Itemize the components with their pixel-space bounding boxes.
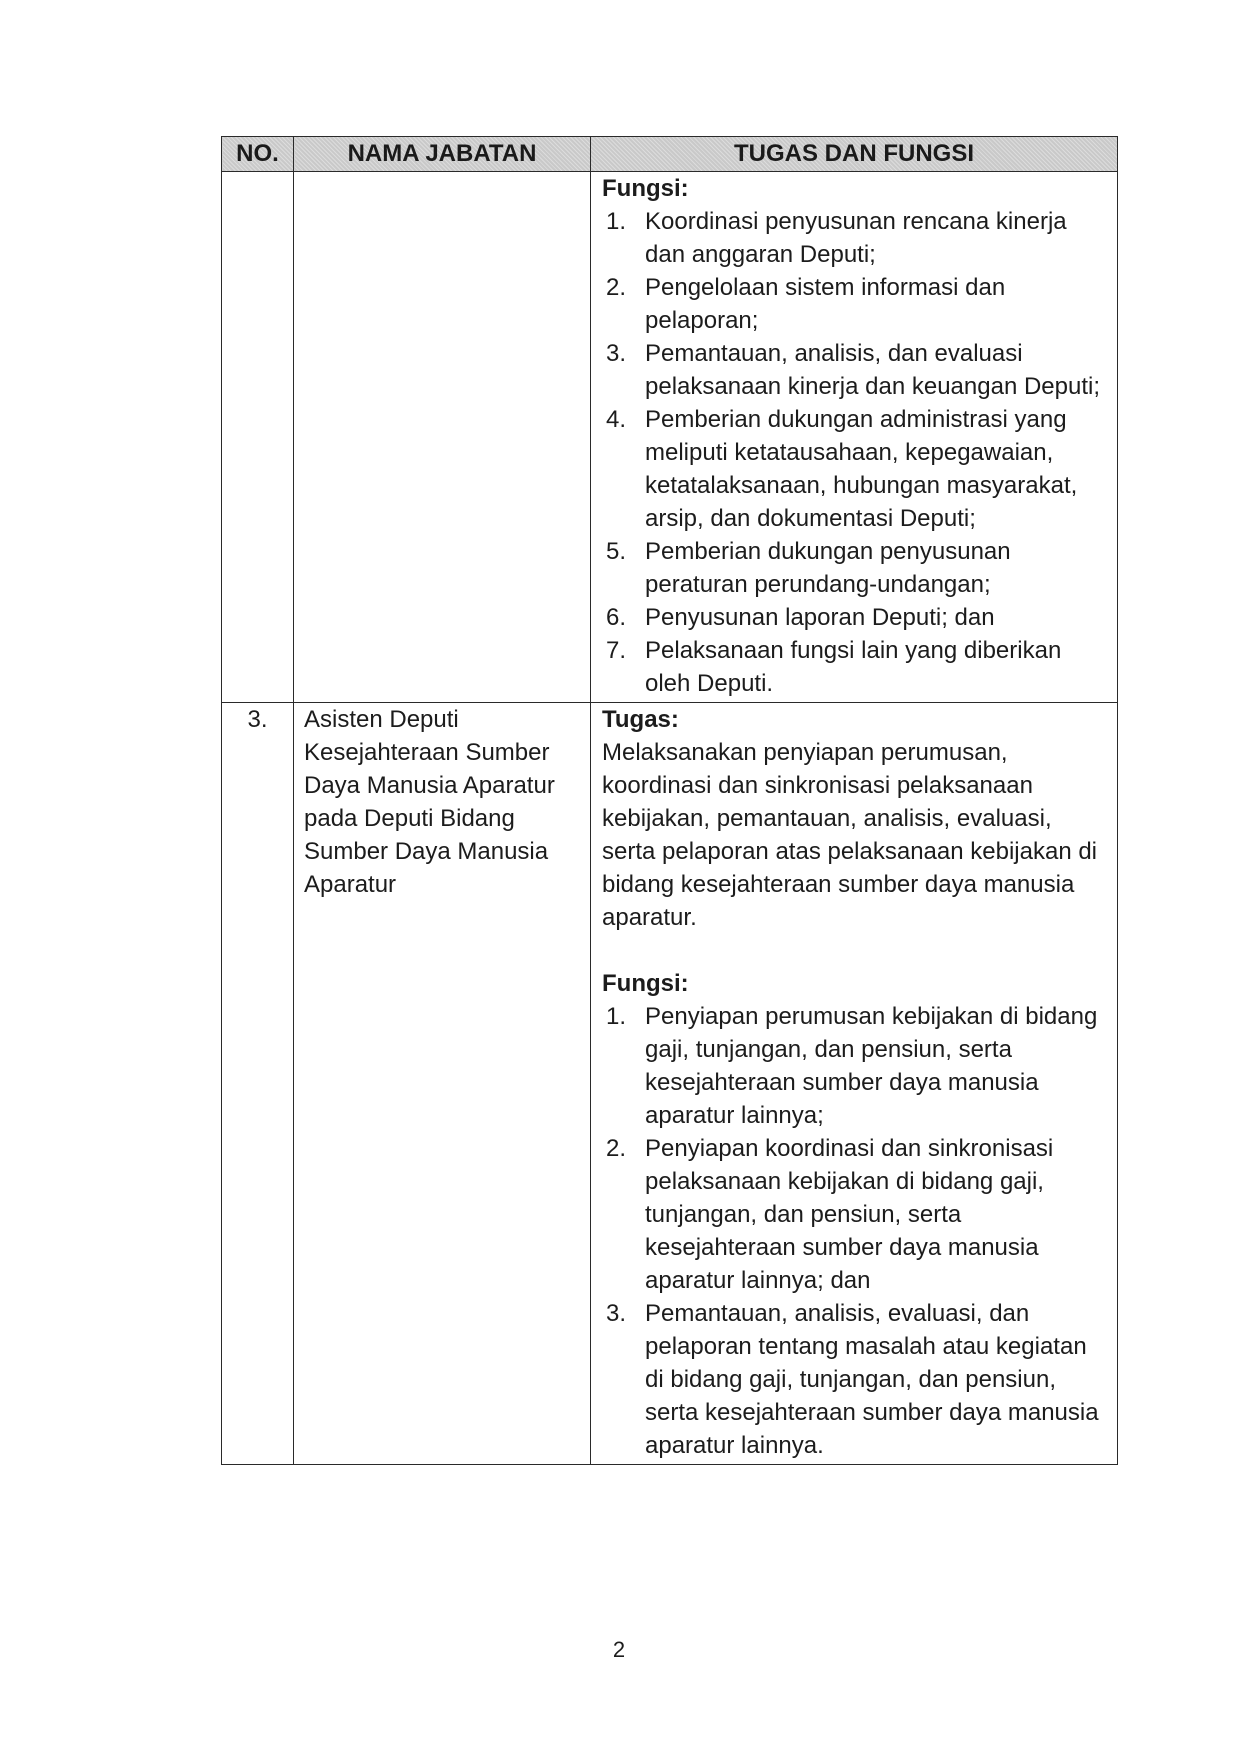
tugas-fungsi-cell	[591, 703, 1118, 1465]
tugas-label: Tugas:	[602, 706, 679, 733]
list-item	[602, 535, 1107, 601]
list-item	[602, 337, 1107, 403]
tugas-text: Melaksanakan penyiapan perumusan, koordinasi dan sinkronisasi pelaksanaan kebijakan, pemantauan, analisis, evaluasi, serta pelaporan atas pelaksanaan kebijakan di bidang kesejahteraan sumber daya manusia aparatur.	[602, 739, 1098, 931]
list-item-number: 2.	[606, 1135, 627, 1162]
header-tugas-dan-fungsi: TUGAS DAN FUNGSI	[591, 137, 1118, 172]
list-item-number: 5.	[606, 538, 627, 565]
nama-jabatan-cell: Asisten Deputi Kesejahteraan Sumber Daya Manusia Aparatur pada Deputi Bidang Sumber Daya Manusia Aparatur	[294, 703, 591, 1465]
list-item-number: 1.	[606, 208, 627, 235]
list-item-number: 1.	[606, 1003, 627, 1030]
table-row	[222, 703, 1118, 1465]
list-item-text: Pemantauan, analisis, evaluasi, dan pelaporan tentang masalah atau kegiatan di bidang gaji, tunjangan, dan pensiun, serta kesejahteraan sumber daya manusia aparatur lainnya.	[645, 1300, 1099, 1459]
table-header-row	[222, 137, 1118, 172]
header-no: NO.	[222, 137, 294, 172]
fungsi-list	[602, 205, 1107, 700]
fungsi-list	[602, 1000, 1107, 1462]
list-item-text: Penyiapan koordinasi dan sinkronisasi pelaksanaan kebijakan di bidang gaji, tunjangan, dan pensiun, serta kesejahteraan sumber daya manusia aparatur lainnya; dan	[645, 1135, 1054, 1294]
header-nama-jabatan: NAMA JABATAN	[294, 137, 591, 172]
list-item-text: Penyiapan perumusan kebijakan di bidang gaji, tunjangan, dan pensiun, serta kesejahteraan sumber daya manusia aparatur lainnya;	[645, 1003, 1098, 1129]
tugas-fungsi-cell	[591, 172, 1118, 703]
table-row	[222, 172, 1118, 703]
list-item-number: 6.	[606, 604, 627, 631]
list-item-text: Koordinasi penyusunan rencana kinerja dan anggaran Deputi;	[645, 208, 1067, 268]
list-item-number: 2.	[606, 274, 627, 301]
fungsi-label: Fungsi:	[602, 970, 689, 997]
list-item-text: Pemberian dukungan penyusunan peraturan perundang-undangan;	[645, 538, 1011, 598]
list-item	[602, 601, 1107, 634]
list-item	[602, 403, 1107, 535]
nama-jabatan-cell	[294, 172, 591, 703]
list-item	[602, 634, 1107, 700]
list-item	[602, 271, 1107, 337]
section-spacer	[602, 934, 1107, 967]
fungsi-label: Fungsi:	[602, 175, 689, 202]
list-item	[602, 1000, 1107, 1132]
jabatan-table	[221, 136, 1118, 1465]
row-number	[222, 172, 294, 703]
page-number: 2	[612, 1637, 626, 1662]
list-item-text: Pemantauan, analisis, dan evaluasi pelaksanaan kinerja dan keuangan Deputi;	[645, 340, 1101, 400]
list-item-text: Pemberian dukungan administrasi yang meliputi ketatausahaan, kepegawaian, ketatalaksanaan, hubungan masyarakat, arsip, dan dokumentasi Deputi;	[645, 406, 1078, 532]
list-item	[602, 205, 1107, 271]
list-item-text: Pelaksanaan fungsi lain yang diberikan oleh Deputi.	[645, 637, 1062, 697]
list-item-number: 3.	[606, 340, 627, 367]
list-item-number: 3.	[606, 1300, 627, 1327]
list-item-text: Penyusunan laporan Deputi; dan	[645, 604, 995, 631]
list-item-text: Pengelolaan sistem informasi dan pelaporan;	[645, 274, 1006, 334]
row-number: 3.	[222, 703, 294, 1465]
list-item-number: 7.	[606, 637, 627, 664]
list-item	[602, 1132, 1107, 1297]
list-item-number: 4.	[606, 406, 627, 433]
list-item	[602, 1297, 1107, 1462]
